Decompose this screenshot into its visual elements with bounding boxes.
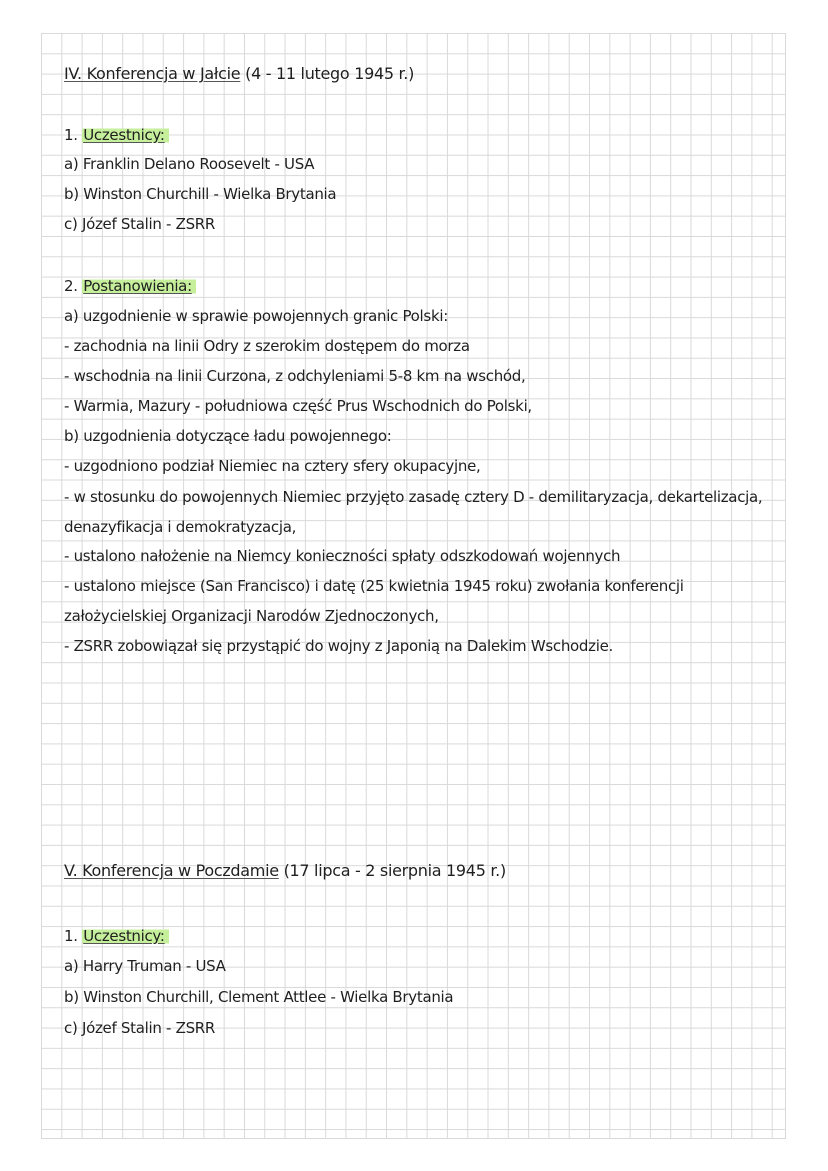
section-4-dates: (4 - 11 lutego 1945 r.) [240,64,415,83]
section-4-decision-2: - zachodnia na linii Odry z szerokim dostępem do morza [64,337,470,355]
section-4-decision-3: - wschodnia na linii Curzona, z odchyleniami 5-8 km na wschód, [64,367,526,385]
section-5-participants-label: Uczestnicy: [82,927,169,945]
section-5-participant-2: b) Winston Churchill, Clement Attlee - Wielka Brytania [64,988,454,1006]
section-4-decision-11: założycielskiej Organizacji Narodów Zjednoczonych, [64,607,439,625]
section-4-decision-9: - ustalono nałożenie na Niemcy konieczności spłaty odszkodowań wojennych [64,547,621,565]
section-4-decision-8: denazyfikacja i demokratyzacja, [64,518,297,536]
section-4-participant-1: a) Franklin Delano Roosevelt - USA [64,155,315,173]
section-5-dates: (17 lipca - 2 sierpnia 1945 r.) [278,861,506,880]
section-4-decisions-label: Postanowienia: [82,277,196,295]
section-4-decision-5: b) uzgodnienia dotyczące ładu powojennego: [64,427,392,445]
section-4-decision-10: - ustalono miejsce (San Francisco) i datę (25 kwietnia 1945 roku) zwołania konferencji [64,577,684,595]
section-4-participant-3: c) Józef Stalin - ZSRR [64,215,216,233]
section-5-heading [64,861,506,881]
section-5-title: V. Konferencja w Poczdamie [64,861,279,880]
section-4-participants-heading [64,125,169,145]
section-4-decision-12: - ZSRR zobowiązał się przystąpić do wojny z Japonią na Dalekim Wschodzie. [64,637,613,655]
section-4-heading [64,64,414,84]
section-4-decisions-heading [64,276,196,296]
section-5-participants-number: 1. [64,927,83,945]
section-4-participant-2: b) Winston Churchill - Wielka Brytania [64,185,337,203]
section-5-participant-3: c) Józef Stalin - ZSRR [64,1019,216,1037]
section-4-decision-6: - uzgodniono podział Niemiec na cztery sfery okupacyjne, [64,457,481,475]
section-4-decision-7: - w stosunku do powojennych Niemiec przyjęto zasadę cztery D - demilitaryzacja, dekartelizacja, [64,488,763,506]
section-4-decisions-number: 2. [64,277,83,295]
section-4-participants-number: 1. [64,126,83,144]
section-5-participant-1: a) Harry Truman - USA [64,957,226,975]
section-5-participants-heading [64,926,169,946]
section-4-title: IV. Konferencja w Jałcie [64,64,241,83]
section-4-decision-1: a) uzgodnienie w sprawie powojennych granic Polski: [64,307,448,325]
section-4-decision-4: - Warmia, Mazury - południowa część Prus Wschodnich do Polski, [64,397,532,415]
section-4-participants-label: Uczestnicy: [82,126,169,144]
